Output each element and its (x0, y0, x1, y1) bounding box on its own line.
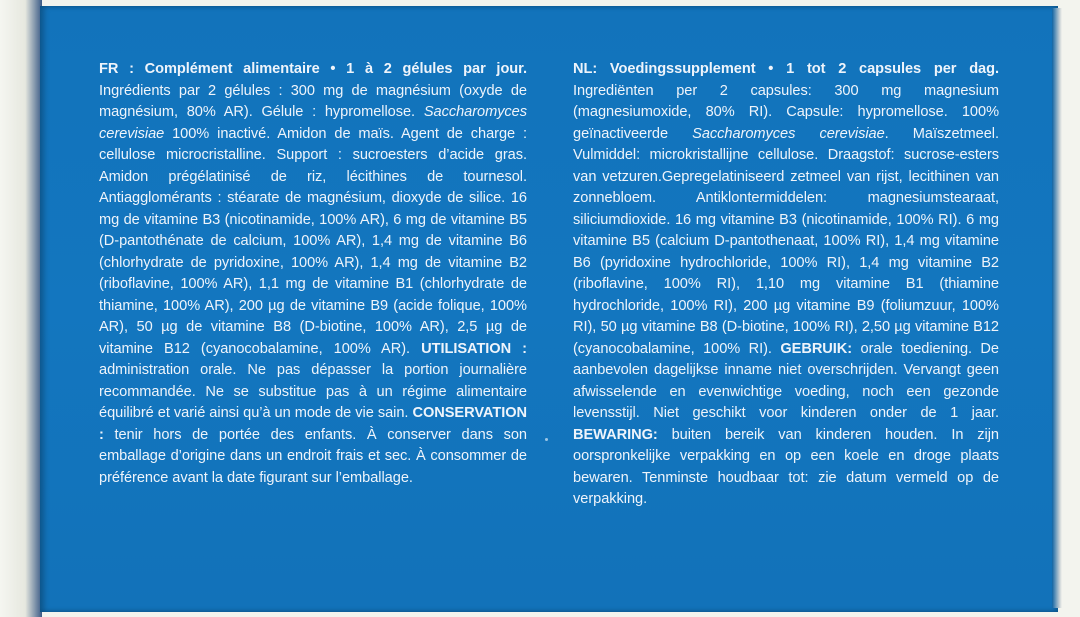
nl-heading: NL: Voedingssupplement • 1 tot 2 capsules per dag. (573, 61, 999, 77)
fr-ingredients-2: 100% inactivé. Amidon de maïs. Agent de charge : cellulose microcristalline. Support : sucroesters d’acide gras. Amidon prégélatinisé de riz, lécithines de tournesol. Antiagglomérants : stéarate de magnésium, dioxyde de silice. 16 mg de vitamine B3 (nicotinamide, 100% AR), 6 mg de vitamine B5 (D-pantothénate de calcium, 100% AR), 1,4 mg de vitamine B6 (chlorhydrate de pyridoxine, 100% AR), 1,4 mg de vitamine B2 (riboflavine, 100% AR), 1,1 mg de vitamine B1 (chlorhydrate de thiamine, 100% AR), 200 µg de vitamine B9 (acide folique, 100% AR), 50 µg de vitamine B8 (D-biotine, 100% AR), 2,5 µg de vitamine B12 (cyanocobalamine, 100% AR). (99, 125, 527, 357)
fr-usage-label: UTILISATION : (421, 340, 527, 357)
nl-yeast: Saccharomyces cerevisiae (692, 125, 885, 142)
nl-usage-text: orale toediening. De aanbevolen dagelijkse inname niet overschrijden. Vervangt geen afwisselende en evenwichtige voeding, noch een gezonde levensstijl. Niet geschikt voor kinderen onder de 1 jaar. (573, 340, 999, 421)
nl-storage-label: BEWARING: (573, 426, 658, 443)
fr-usage-text: administration orale. Ne pas dépasser la portion journalière recommandée. Ne se substitue pas à un régime alimentaire équilibré et varié ainsi qu’à un mode de vie sain. (99, 362, 527, 421)
french-text-block (99, 59, 527, 489)
nl-usage-label: GEBRUIK: (780, 340, 853, 357)
background-left (0, 0, 42, 617)
fr-yeast: Saccharomyces cerevisiae (99, 104, 527, 142)
print-speck (545, 438, 548, 441)
nl-ingredients-2: . Maïszetmeel. Vulmiddel: microkristallijne cellulose. Draagstof: sucrose-esters van vetzuren.Gepregelatiniseerd zetmeel van rijst, lecithinen van zonnebloem. Antiklontermiddelen: magnesiumstearaat, siliciumdioxide. 16 mg vitamine B3 (nicotinamide, 100% RI). 6 mg vitamine B5 (calcium D-pantothenaat, 100% RI), 1,4 mg vitamine B6 (pyridoxine hydrochloride, 100% RI), 1,4 mg vitamine B2 (riboflavine, 100% RI), 1,10 mg vitamine B1 (thiamine hydrochloride, 100% RI), 200 µg vitamine B9 (foliumzuur, 100% RI), 50 µg vitamine B8 (D-biotine, 100% RI), 2,50 µg vitamine B12 (cyanocobalamine, 100% RI). (573, 125, 999, 357)
fr-storage-label: CONSERVATION : (99, 405, 527, 443)
fr-ingredients-1: Ingrédients par 2 gélules : 300 mg de magnésium (oxyde de magnésium, 80% AR). Gélule : hypromellose. (99, 82, 527, 120)
nl-ingredients-1: Ingrediënten per 2 capsules: 300 mg magnesium (magnesiumoxide, 80% RI). Capsule: hypromellose. 100% geïnactiveerde (573, 82, 999, 142)
fr-heading: FR : Complément alimentaire • 1 à 2 gélules par jour. (99, 61, 527, 77)
dutch-text-block (573, 59, 999, 511)
fr-storage-text: tenir hors de portée des enfants. À conserver dans son emballage d’origine dans un endroit frais et sec. À consommer de préférence avant la date figurant sur l’emballage. (99, 426, 527, 486)
package-edge (1052, 8, 1062, 608)
nl-storage-text: buiten bereik van kinderen houden. In zijn oorspronkelijke verpakking en op een koele en droge plaats bewaren. Tenminste houdbaar tot: zie datum vermeld op de verpakking. (573, 426, 999, 507)
